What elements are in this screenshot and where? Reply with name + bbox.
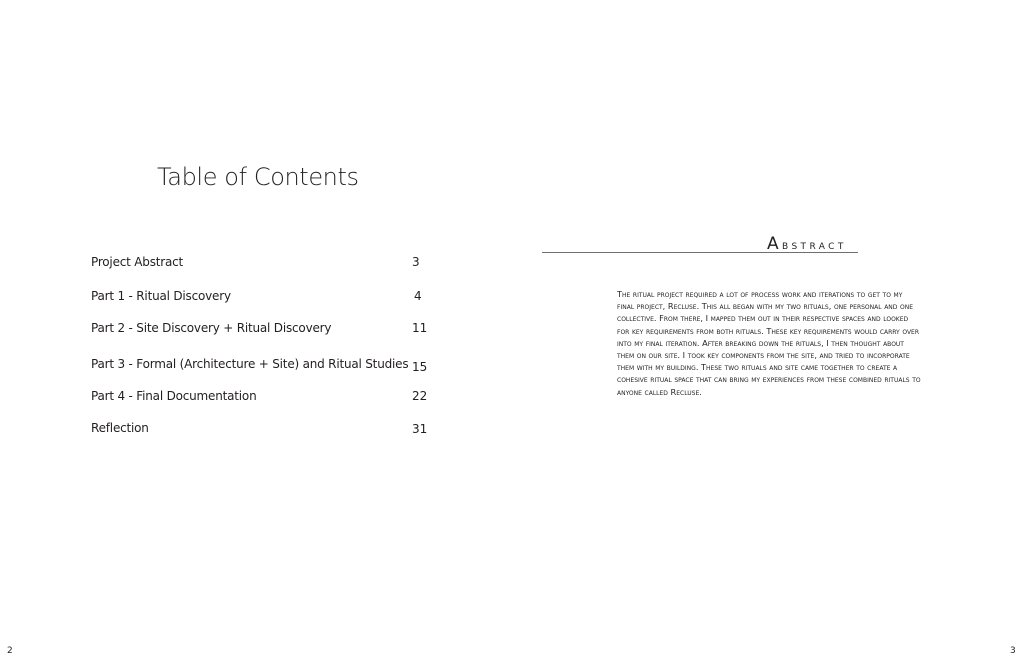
abstract-heading: [767, 234, 847, 254]
toc-entry[interactable]: [91, 388, 441, 408]
toc-entry-label: Part 3 - Formal (Architecture + Site) and Ritual Studies: [91, 357, 409, 371]
toc-entry-label: Project Abstract: [91, 255, 184, 269]
toc-entry-page: 3: [412, 255, 420, 269]
page-number-left: 2: [7, 646, 13, 656]
page-number-right: 3: [1010, 646, 1016, 656]
toc-entry-page: 31: [412, 422, 428, 436]
toc-entry[interactable]: [91, 420, 441, 440]
toc-entry-label: Part 2 - Site Discovery + Ritual Discovery: [91, 321, 332, 335]
toc-entry[interactable]: [91, 288, 441, 308]
abstract-heading-initial: A: [767, 234, 783, 254]
toc-entry-page: 11: [412, 321, 428, 335]
toc-entry[interactable]: [91, 320, 441, 340]
toc-list: [91, 0, 441, 663]
abstract-divider: [542, 252, 858, 253]
toc-entry-label: Part 1 - Ritual Discovery: [91, 289, 231, 303]
toc-entry[interactable]: [91, 356, 441, 376]
right-page: [512, 0, 1024, 663]
toc-entry-label: Part 4 - Final Documentation: [91, 389, 257, 403]
toc-title: Table of Contents: [157, 163, 359, 191]
toc-entry-label: Reflection: [91, 421, 149, 435]
abstract-heading-rest: bstract: [782, 238, 847, 253]
toc-entry-page: 22: [412, 389, 428, 403]
abstract-body: The ritual project required a lot of process work and iterations to get to my final project, Recluse. This all began with my two rituals, one personal and one collective. From there, I mapped them out in their respective spaces and looked for key requirements from both rituals. These key requirements would carry over into my final iteration. After breaking down the rituals, I then thought about them on our site. I took key components from the site, and tried to incorporate them with my building. These two rituals and site came together to create a cohesive ritual space that can bring my experiences from these combined rituals to anyone called Recluse.: [617, 289, 921, 397]
toc-entry-page: 4: [414, 289, 422, 303]
toc-entry[interactable]: [91, 254, 441, 274]
toc-entry-page: 15: [412, 360, 428, 374]
